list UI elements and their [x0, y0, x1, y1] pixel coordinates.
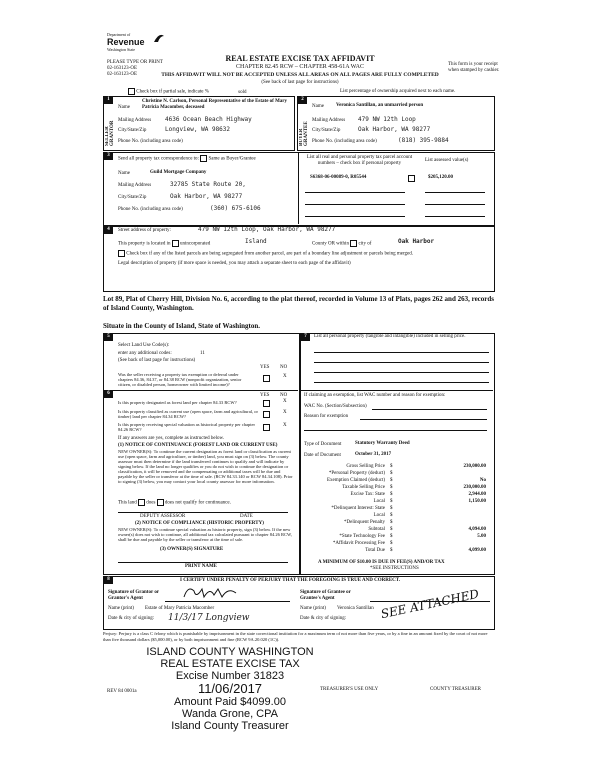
assessed-value: $205,120.00	[428, 175, 453, 180]
buyer-addr: 479 NW 12th Loop	[358, 116, 416, 123]
tax-phone-label: Phone No. (including area code)	[118, 207, 183, 212]
calc-label: Local	[373, 513, 385, 518]
calc-label: *Delinquent Interest: State	[331, 506, 385, 511]
located-text: This property is located in	[118, 241, 171, 247]
does-not-checkbox[interactable]	[157, 499, 164, 506]
buyer-name: Veronica Santillan, an unmarried person	[336, 103, 424, 108]
tax-corr-text: Send all property tax correspondence to:	[118, 156, 199, 162]
grantor-name-label: Name (print)	[108, 606, 134, 611]
stamp-line-2: REAL ESTATE EXCISE TAX	[160, 658, 300, 670]
calc-sym: $	[390, 506, 393, 511]
tax-name: Guild Mortgage Company	[150, 170, 207, 175]
ownership-note: List percentage of ownership acquired next to each name.	[340, 89, 456, 94]
calc-sym: $	[390, 471, 393, 476]
land-use-code: 11	[200, 351, 205, 356]
notice2-title: (2) NOTICE OF COMPLIANCE (HISTORIC PROPERTY)	[135, 521, 264, 526]
q2-yes-checkbox[interactable]	[263, 400, 270, 407]
street-label: Street address of property:	[118, 228, 171, 233]
yes-header-1: YES	[260, 365, 270, 370]
q1-text: Was the seller receiving a property tax exemption or deferral under chapters 84.36, 84.37, or 84.38 RCW (nonprofit organization, senior citizen, or disabled person, homeowner with limited income)?	[118, 372, 242, 387]
state-label: Washington State	[107, 47, 136, 52]
see-attached: SEE ATTACHED	[379, 586, 481, 622]
same-as-buyer-checkbox[interactable]	[200, 155, 207, 162]
calc-sym: $	[390, 478, 393, 483]
calc-value: 4,094.00	[468, 527, 486, 532]
notice2-body: NEW OWNER(S): To continue special valuation as historic property, sign (3) below. If the new owner(s) does not wish to continue, all additional tax calculated pursuant to chapter 84.26 RCW, shall be due and payable by the seller or transferor at the time of sale.	[118, 527, 292, 542]
minimum-due: A MINIMUM OF $10.00 IS DUE IN FEE(S) AND/OR TAX	[318, 560, 445, 565]
city-checkbox[interactable]	[350, 240, 357, 247]
calc-label: Excise Tax: State	[350, 492, 385, 497]
dor-logo	[107, 32, 145, 53]
see-instructions: *SEE INSTRUCTIONS	[370, 566, 419, 571]
buyer-phone-label: Phone No. (including area code)	[312, 139, 377, 144]
q3-text: Is this property classified as current use (open space, farm and agricultural, or timber) land per chapter 84.34 RCW?	[118, 409, 258, 419]
personal-prop-label: List all personal property (tangible and intangible) included in selling price.	[314, 334, 466, 339]
partial-sale-label: Check box if partial sale, indicate %	[136, 89, 209, 95]
calc-label: *Delinquent Penalty	[344, 520, 385, 525]
no-header-1: NO	[280, 365, 288, 370]
additional-codes: enter any additional codes:	[118, 351, 172, 356]
boundary-text: Check box if any of the listed parcels are being segregated from another parcel, are part of a boundary line adjustment or parcels being merged.	[126, 251, 413, 257]
form-code-1: 02-163123-OE	[107, 66, 137, 71]
grantee-name: Veronica Santillan	[337, 606, 374, 611]
q3-yes-checkbox[interactable]	[263, 411, 270, 418]
notice1-title: (1) NOTICE OF CONTINUANCE (FOREST LAND OR CURRENT USE)	[118, 443, 278, 448]
buyer-city-label: City/State/Zip	[312, 128, 341, 133]
grantor-date-label: Date & city of signing:	[108, 616, 155, 621]
wac-label: WAC No. (Section/Subsection)	[304, 404, 367, 409]
unincorporated-checkbox[interactable]	[172, 240, 179, 247]
county-treasurer: COUNTY TREASURER	[430, 687, 481, 692]
tax-corr-label	[118, 155, 256, 163]
see-back-header: (See back of last page for instructions)	[261, 80, 339, 85]
select-land-use: Select Land Use Code(s):	[118, 343, 170, 348]
grantee-date-label: Date & city of signing:	[300, 616, 347, 621]
calc-label: Local	[373, 499, 385, 504]
legal-label: Legal description of property (if more space is needed, you may attach a separate sheet to each page of the affidavit)	[118, 261, 351, 266]
seller-addr-label: Mailing Address	[118, 118, 152, 123]
section-5-number: 5	[104, 334, 113, 341]
section-8-number: 8	[104, 577, 113, 584]
excise-stamp	[120, 646, 340, 732]
calc-value: 230,000.00	[463, 485, 486, 490]
calc-sym: $	[390, 520, 393, 525]
calc-sym: $	[390, 513, 393, 518]
deputy-assessor: DEPUTY ASSESSOR	[140, 514, 186, 519]
reason-label: Reason for exemption	[304, 414, 349, 419]
legal-description: Lot 89, Plat of Cherry Hill, Division No. 6, according to the plat thereof, recorded in Volume 13 of Plats, pages 262 and 263, records of Island County, Washington.	[103, 295, 495, 312]
calc-sym: $	[390, 541, 393, 546]
stamp-line-4: 11/06/2017	[197, 681, 263, 696]
calc-label: *State Technology Fee	[339, 534, 385, 539]
property-section	[103, 226, 495, 292]
seller-side-label: SELLER GRANTOR	[105, 120, 115, 146]
form-title: REAL ESTATE EXCISE TAX AFFIDAVIT	[225, 54, 375, 63]
buyer-addr-label: Mailing Address	[312, 118, 346, 123]
q4-yes-checkbox[interactable]	[263, 424, 270, 431]
seller-addr: 4636 Ocean Beach Highway	[165, 116, 252, 123]
dept-label: Department of	[107, 32, 131, 37]
rev-code: REV 84 0001a	[107, 689, 137, 694]
street-address: 479 NW 12th Loop, Oak Harbor, WA 98277	[198, 226, 336, 233]
any-yes-note: If any answers are yes, complete as instructed below.	[118, 436, 225, 441]
tax-phone: (360) 675-6106	[210, 205, 261, 212]
calc-sym: $	[390, 485, 393, 490]
does-not-label: does not qualify for continuance.	[164, 500, 231, 506]
calc-sym: $	[390, 464, 393, 469]
same-as-buyer-label: Same as Buyer/Grantee	[208, 156, 256, 162]
partial-sale	[128, 88, 246, 96]
q1-yes-checkbox[interactable]	[263, 375, 270, 382]
q4-no-answer[interactable]: X	[283, 423, 287, 428]
section-7-number: 7	[301, 334, 310, 341]
calc-value: 5.00	[477, 534, 486, 539]
form-chapter: CHAPTER 82.45 RCW – CHAPTER 458-61A WAC	[236, 64, 364, 70]
q2-no-answer[interactable]: X	[283, 399, 287, 404]
yes-header-2: YES	[260, 393, 270, 398]
county-label-text: County OR within	[312, 241, 349, 247]
calc-label: *Personal Property (deduct)	[328, 471, 385, 476]
does-label: does	[146, 500, 156, 506]
calc-label: *Affidavit Processing Fee	[332, 541, 385, 546]
dor-logo-icon	[152, 32, 166, 44]
seller-name: Christine N. Carlson, Personal Representative of the Estate of Mary Patricia Macomber, deceased	[142, 99, 288, 110]
calc-value: 1,150.00	[468, 499, 486, 504]
land-does-label: This land	[118, 500, 137, 506]
exemption-label: If claiming an exemption, list WAC number and reason for exemption:	[304, 393, 446, 398]
sold-label: sold	[238, 89, 247, 95]
calc-sym: $	[390, 527, 393, 532]
partial-sale-checkbox[interactable]	[128, 88, 135, 95]
q1-no-answer[interactable]: X	[283, 374, 287, 379]
seller-city-label: City/State/Zip	[118, 128, 147, 133]
boundary-check	[118, 250, 413, 258]
stamp-line-1: ISLAND COUNTY WASHINGTON	[146, 646, 314, 658]
deputy-date: DATE	[240, 514, 253, 519]
doc-type: Statutory Warranty Deed	[355, 441, 410, 446]
land-use-see-back: (See back of last page for instructions)	[118, 358, 196, 363]
parcel-number: S6368-06-00089-0, R05544	[310, 175, 367, 180]
q4-text: Is this property receiving special valuation as historical property per chapter 84.26 RCW?	[118, 422, 255, 432]
perjury-note: Perjury: Perjury is a class C felony which is punishable by imprisonment in the state correctional institution for a maximum term of not more than five years, or by a fine in an amount fixed by the court of not more than five thousand dollars ($5,000.00), or by both imprisonment and fine (RCW 9A.20.020 (1C)).	[103, 631, 488, 642]
located-label	[118, 240, 210, 248]
calc-label: Exemption Claimed (deduct)	[326, 478, 385, 483]
grantor-name: Estate of Mary Patricia Macomber	[145, 606, 215, 611]
tax-name-label: Name	[118, 171, 130, 176]
seller-name-label: Name	[118, 105, 130, 110]
tax-addr: 32785 State Route 20,	[170, 181, 246, 188]
unincorporated-label: unincorporated	[180, 241, 211, 247]
agency-name: Revenue	[107, 37, 145, 47]
buyer-side-label: BUYER GRANTEE	[299, 121, 309, 146]
seller-city: Longview, WA 98632	[165, 126, 231, 133]
boundary-checkbox[interactable]	[118, 250, 125, 257]
city-label-text: city of	[358, 241, 372, 247]
calc-sym: $	[390, 499, 393, 504]
q2-text: Is this property designated as forest land per chapter 84.33 RCW?	[118, 400, 237, 405]
section-6-number: 6	[104, 391, 113, 398]
personal-property-checkbox[interactable]	[408, 175, 415, 182]
form-code-2: 02-163123-OE	[107, 72, 137, 77]
stamp-line-3: Excise Number 31823	[175, 670, 285, 682]
seller-phone-label: Phone No. (including area code)	[118, 139, 183, 144]
legal-situate: Situate in the County of Island, State of Washington.	[103, 322, 261, 330]
parcel-header: List all real and personal property tax parcel account numbers – check box if personal property	[306, 155, 413, 166]
grantor-date: 11/3/17 Longview	[168, 613, 250, 623]
calc-label: Total Due	[365, 548, 385, 553]
receipt-note: This form is your receipt when stamped by cashier.	[448, 62, 500, 73]
assessed-header: List assessed value(s)	[425, 158, 469, 163]
calc-sym: $	[390, 534, 393, 539]
buyer-phone: (818) 395-9884	[398, 137, 449, 144]
form-warning: THIS AFFIDAVIT WILL NOT BE ACCEPTED UNLESS ALL AREAS ON ALL PAGES ARE FULLY COMPLETED	[161, 72, 439, 78]
county-name: Island	[245, 238, 267, 245]
tax-city-label: City/State/Zip	[118, 195, 147, 200]
doc-type-label: Type of Document	[304, 442, 342, 447]
calc-value: 230,000.00	[463, 464, 486, 469]
grantor-sig-label: Signature of Grantor or Grantor's Agent	[108, 590, 159, 601]
buyer-city: Oak Harbor, WA 98277	[358, 126, 431, 133]
calc-value: 2,944.00	[468, 492, 486, 497]
section-1-number: 1	[104, 97, 113, 104]
grantor-signature	[180, 583, 240, 603]
print-name: PRINT NAME	[185, 564, 217, 569]
grantee-name-label: Name (print)	[300, 606, 326, 611]
doc-date-label: Date of Document	[304, 453, 341, 458]
does-checkbox[interactable]	[138, 499, 145, 506]
stamp-line-7: Island County Treasurer	[171, 720, 289, 732]
calc-sym: $	[390, 492, 393, 497]
stamp-line-6: Wanda Grone, CPA	[182, 708, 278, 720]
calc-value: 4,099.00	[468, 548, 486, 553]
county-label	[312, 240, 371, 248]
notice1-body: NEW OWNER(S): To continue the current designation as forest land or classification as current use (open space, farm and agriculture, or timber) land, you must sign on (3) below. The county assessor must then determine if the land transferred continues to qualify and will indicate by signing below. If the land no longer qualifies or you do not wish to continue the designation or classification, it will be removed and the compensating or additional taxes will be due and payable by the seller or transferor at the time of sale. (RCW 84.33.140 or RCW 84.34.108). Prior to signing (3) below, you may contact your local county assessor for more information.	[118, 449, 293, 484]
section-3-number: 3	[104, 153, 113, 160]
calc-value: No	[479, 478, 486, 483]
grantee-sig-label: Signature of Grantee or Grantee's Agent	[300, 590, 351, 601]
calc-label: Taxable Selling Price	[342, 485, 385, 490]
doc-date: October 31, 2017	[355, 452, 392, 457]
calc-label: Gross Selling Price	[346, 464, 385, 469]
treasurer-use: TREASURER'S USE ONLY	[320, 687, 379, 692]
type-print: PLEASE TYPE OR PRINT	[107, 60, 163, 65]
tax-calc-table	[300, 464, 493, 556]
stamp-line-5: Amount Paid $4099.00	[174, 696, 286, 708]
city-name: Oak Harbor	[398, 238, 435, 245]
owner-signature: (3) OWNER(S) SIGNATURE	[160, 547, 224, 552]
calc-label: Subtotal	[368, 527, 385, 532]
calc-sym: $	[390, 548, 393, 553]
no-header-2: NO	[280, 393, 288, 398]
tax-city: Oak Harbor, WA 98277	[170, 193, 243, 200]
certify-text: I CERTIFY UNDER PENALTY OF PERJURY THAT THE FOREGOING IS TRUE AND CORRECT.	[180, 578, 401, 583]
q3-no-answer[interactable]: X	[283, 410, 287, 415]
section-4-number: 4	[104, 227, 113, 234]
section-2-number: 2	[298, 97, 307, 104]
buyer-name-label: Name	[312, 104, 324, 109]
tax-addr-label: Mailing Address	[118, 183, 152, 188]
land-qualify	[118, 499, 231, 507]
